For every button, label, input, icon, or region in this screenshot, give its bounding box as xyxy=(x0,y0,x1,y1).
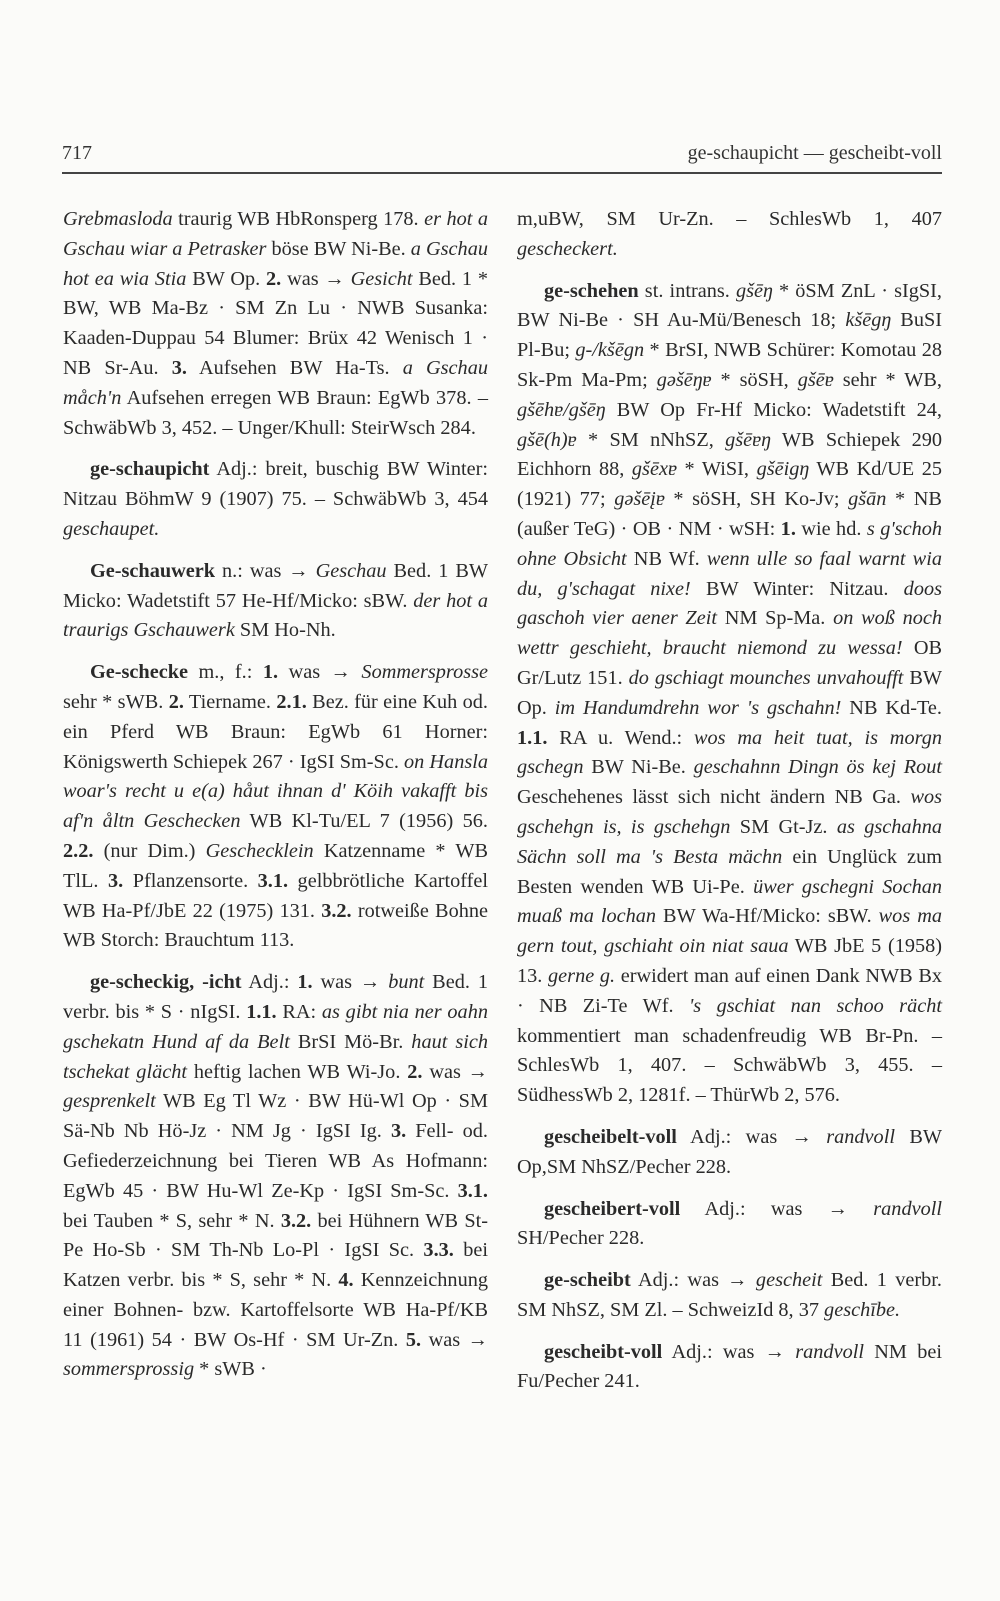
entry-text xyxy=(785,1341,795,1363)
example-text: bunt xyxy=(388,971,425,994)
dictionary-entry xyxy=(517,1266,942,1326)
example-text: gerne g. xyxy=(548,964,616,987)
sense-number: 3. xyxy=(390,1120,407,1143)
example-text: randvoll xyxy=(873,1197,942,1220)
entry-text xyxy=(812,1126,826,1148)
entry-text: bei Tauben * S, sehr * N. xyxy=(63,1209,281,1232)
dictionary-entry xyxy=(63,968,488,1385)
entry-text: Fell- od. Gefiederzeichnung bei Tieren WB As Hofmann: EgWb 45 · BW Hu-Wl Ze-Kp · IgSI Sm-Sc. xyxy=(63,1120,489,1202)
entry-text: st. intrans. xyxy=(638,279,736,302)
entry-text: m,uBW, SM Ur-Zn. – SchlesWb 1, 407 xyxy=(517,208,942,230)
entry-text: * söSH, SH Ko-Jv; xyxy=(664,488,849,511)
example-text: on woß noch wettr geschieht, braucht niemond zu wessa! xyxy=(517,607,943,660)
example-text: gesprenkelt xyxy=(63,1090,156,1113)
example-text: gescheckert. xyxy=(517,237,618,260)
example-text: 's gschiat nan schoo rächt xyxy=(688,994,942,1017)
entry-text: was xyxy=(422,1060,468,1083)
sense-number: 3.2. xyxy=(321,899,352,922)
example-text: gšān xyxy=(848,488,887,511)
sense-number: 1.1. xyxy=(246,1000,277,1023)
entry-text: Aufsehen BW Ha-Ts. xyxy=(186,356,403,379)
example-text: randvoll xyxy=(795,1340,864,1363)
example-text: Geschau xyxy=(315,559,387,582)
example-text: do gschiagt mounches unvahoufft xyxy=(628,666,904,689)
entry-text: SH/Pecher 228. xyxy=(517,1227,645,1250)
sense-number: 2. xyxy=(407,1060,423,1083)
dictionary-entry xyxy=(63,658,488,956)
cross-reference-arrow: → xyxy=(330,661,351,684)
entry-text: BW Wa-Hf/Micko: sBW. xyxy=(656,905,879,928)
entry-text: BW Op,SM NhSZ/Pecher 228. xyxy=(517,1125,942,1178)
entry-text: BW Ni-Be. xyxy=(583,756,694,779)
example-text: randvoll xyxy=(826,1125,895,1148)
entry-text: sehr * sWB. xyxy=(63,690,169,713)
entry-headword: Ge-schecke xyxy=(90,661,188,684)
example-text: Grebmasloda xyxy=(63,208,173,230)
example-text: der hot a traurigs Gschauwerk xyxy=(63,589,489,642)
entry-text: (nur Dim.) xyxy=(93,839,206,862)
example-text: geschaupet. xyxy=(63,517,160,540)
sense-number: 3.1. xyxy=(257,869,289,892)
entry-text: böse BW Ni-Be. xyxy=(266,237,411,260)
entry-text xyxy=(309,560,316,582)
example-text: a Gschau hot ea wia Stia xyxy=(63,237,488,290)
entry-text: Tiername. xyxy=(183,690,277,713)
cross-reference-arrow: → xyxy=(324,267,345,290)
entry-text: * sWB · xyxy=(194,1358,267,1381)
sense-number: 2.1. xyxy=(276,690,307,713)
cross-reference-arrow: → xyxy=(727,1269,748,1292)
entry-text: gelbbrötliche Kartoffel WB Ha-Pf/JbE 22 (1975) 131. xyxy=(63,869,488,922)
entry-text: BW Op. xyxy=(517,666,943,719)
example-text: Gesicht xyxy=(350,267,413,290)
entry-text: Kennzeichnung einer Bohnen- bzw. Kartoffelsorte WB Ha-Pf/KB 11 (1961) 54 · BW Os-Hf · SM Ur-Zn. xyxy=(63,1269,488,1351)
entry-text: * SM nNhSZ, xyxy=(576,428,726,451)
example-text: doos gaschoh vier aener Zeit xyxy=(517,577,942,630)
entry-headword: gescheibt-voll xyxy=(544,1340,663,1363)
entry-headword: gescheibelt-voll xyxy=(544,1125,677,1148)
entry-text: BuSI Pl-Bu; xyxy=(517,309,942,362)
entry-text: Adj.: was xyxy=(680,1197,828,1220)
entry-text: traurig WB HbRonsperg 178. xyxy=(172,208,425,230)
entry-text: * WiSI, xyxy=(676,458,757,481)
entry-text: Bed. 1 verbr. SM NhSZ, SM Zl. – SchweizId 8, 37 xyxy=(517,1269,942,1321)
example-text: geschībe. xyxy=(824,1298,901,1321)
entry-text: Bed. 1 verbr. bis * S · nIgSI. xyxy=(63,971,488,1023)
entry-text: BW Op. xyxy=(186,267,267,290)
example-text: gšēxɐ xyxy=(631,458,677,481)
cross-reference-arrow: → xyxy=(827,1197,848,1220)
entry-headword: gescheibert-voll xyxy=(544,1197,681,1220)
entry-text: Pflanzensorte. xyxy=(123,869,258,892)
example-text: gšēɐŋ xyxy=(725,428,771,451)
entry-text: Adj.: was xyxy=(676,1125,792,1148)
entry-text: Geschehenes lässt sich nicht ändern NB Ga. xyxy=(517,786,911,809)
entry-continuation xyxy=(517,205,942,265)
entry-text: heftig lachen WB Wi-Jo. xyxy=(187,1060,408,1083)
entry-text: WB Schiepek 290 Eichhorn 88, xyxy=(517,428,943,481)
example-text: as gibt nia ner oahn gschekatn Hund af da Belt xyxy=(63,1000,488,1053)
example-text: as gschahna Sächn soll ma 's Besta mächn xyxy=(517,815,942,868)
sense-number: 1.1. xyxy=(517,726,548,749)
entry-text: m., f.: xyxy=(188,661,263,684)
entry-text: Katzenname * WB TlL. xyxy=(63,839,488,892)
entry-text: wie hd. xyxy=(795,517,867,540)
entry-text: Bed. 1 * BW, WB Ma-Bz · SM Zn Lu · NWB Susanka: Kaaden-Duppau 54 Blumer: Brüx 42 Wenisch 1 · NB Sr-Au. xyxy=(63,267,489,379)
entry-text: NM Sp-Ma. xyxy=(716,607,834,630)
entry-text: RA u. Wend.: xyxy=(547,726,694,749)
entry-text: was xyxy=(421,1328,468,1351)
sense-number: 3. xyxy=(107,869,124,892)
example-text: gšēɐ xyxy=(797,368,834,391)
example-text: wos ma gern tout, gschiaht oin niat saua xyxy=(517,905,943,958)
entry-text: Bez. für eine Kuh od. ein Pferd WB Braun: EgWb 61 Horner: Königswerth Schiepek 267 · IgSI Sm-Sc. xyxy=(63,690,488,773)
entry-text: Adj.: was xyxy=(662,1340,765,1363)
sense-number: 3.2. xyxy=(280,1209,312,1232)
entry-text: NB Wf. xyxy=(626,547,707,570)
cross-reference-arrow: → xyxy=(764,1340,785,1363)
dictionary-entry xyxy=(63,557,488,646)
entry-text: BrSI Mö-Br. xyxy=(289,1030,412,1053)
entry-text: sehr * WB, xyxy=(833,368,942,391)
example-text: sommersprossig xyxy=(63,1358,195,1381)
entry-text: Adj.: breit, buschig BW Winter: Nitzau BöhmW 9 (1907) 75. – SchwäbWb 3, 454 xyxy=(63,458,488,511)
entry-text: was xyxy=(312,971,360,994)
entry-text: bei Hühnern WB St-Pe Ho-Sb · SM Th-Nb Lo-Pl · IgSI Sc. xyxy=(63,1209,489,1262)
entry-headword: ge-scheibt xyxy=(544,1269,631,1292)
entry-text: WB Eg Tl Wz · BW Hü-Wl Op · SM Sä-Nb Nb Hö-Jz · NM Jg · IgSI Ig. xyxy=(63,1090,488,1143)
right-column xyxy=(517,205,942,1409)
entry-text: n.: was xyxy=(215,559,289,582)
example-text: on Hansla woar's recht u e(a) håut ihnan d' Köih vakafft bis af'n åltn Geschecken xyxy=(63,750,488,833)
dictionary-entry xyxy=(63,455,488,544)
entry-text: SM Ho-Nh. xyxy=(234,619,336,642)
entry-text: BW Op Fr-Hf Micko: Wadetstift 24, xyxy=(605,398,942,421)
sense-number: 3. xyxy=(171,356,187,379)
entry-headword: ge-schehen xyxy=(544,279,639,302)
entry-headword: Ge-schauwerk xyxy=(90,559,216,582)
cross-reference-arrow: → xyxy=(467,1328,488,1351)
entry-text: kommentiert man schadenfreudig WB Br-Pn. – SchlesWb 1, 407. – SchwäbWb 3, 455. – SüdhessWb 2, 1281f. – ThürWb 2, 576. xyxy=(517,1024,942,1107)
page-number: 717 xyxy=(62,142,92,164)
entry-text xyxy=(351,661,362,683)
entry-text: Adj.: was xyxy=(630,1269,728,1292)
example-text: geschahnn Dingn ös kej Rout xyxy=(693,756,942,779)
example-text: gəšēįɐ xyxy=(614,488,665,511)
entry-text: WB Kd/UE 25 (1921) 77; xyxy=(517,458,942,511)
sense-number: 2. xyxy=(266,267,282,290)
entry-text: WB Kl-Tu/EL 7 (1956) 56. xyxy=(240,810,489,833)
left-column xyxy=(63,205,488,1397)
running-head xyxy=(62,142,942,165)
cross-reference-arrow: → xyxy=(360,971,381,994)
entry-text: BW Winter: Nitzau. xyxy=(690,577,904,600)
dictionary-entry xyxy=(517,1195,942,1255)
example-text: gšēigŋ xyxy=(756,458,810,481)
entry-text: erwidert man auf einen Dank NWB Bx · NB Zi-Te Wf. xyxy=(517,964,942,1017)
entry-text: RA: xyxy=(276,1000,322,1023)
entry-text: OB Gr/Lutz 151. xyxy=(517,637,942,689)
entry-text: ein Unglück zum Besten wenden WB Ui-Pe. xyxy=(517,845,942,898)
entry-text: was xyxy=(281,267,325,290)
example-text: a Gschau måch'n xyxy=(63,356,488,409)
entry-text: bei Katzen verbr. bis * S, sehr * N. xyxy=(63,1239,488,1292)
entry-text: * BrSI, NWB Schürer: Komotau 28 Sk-Pm Ma-Pm; xyxy=(517,339,942,391)
entry-text xyxy=(748,1269,756,1291)
example-text: g-/kšēgn xyxy=(575,339,645,362)
running-title: ge-schaupicht — gescheibt-voll xyxy=(687,142,942,164)
entry-text: rotweiße Bohne WB Storch: Brauchtum 113. xyxy=(63,899,489,952)
sense-number: 2.2. xyxy=(63,839,94,862)
entry-text xyxy=(380,971,388,993)
example-text: gšēŋ xyxy=(735,279,773,302)
cross-reference-arrow: → xyxy=(288,559,309,582)
example-text: wenn ulle so faal warnt wia du, g'schagat nixe! xyxy=(517,547,942,600)
entry-text: Aufsehen erregen WB Braun: EgWb 378. – SchwäbWb 3, 452. – Unger/Khull: SteirWsch 284. xyxy=(63,386,488,439)
cross-reference-arrow: → xyxy=(467,1060,488,1083)
sense-number: 3.1. xyxy=(457,1179,488,1202)
example-text: haut sich tschekat glächt xyxy=(63,1030,489,1083)
cross-reference-arrow: → xyxy=(791,1125,812,1148)
sense-number: 3.3. xyxy=(423,1239,454,1262)
entry-headword: ge-schaupicht xyxy=(90,458,210,481)
example-text: kšēgŋ xyxy=(845,309,892,332)
sense-number: 1. xyxy=(780,517,796,540)
entry-text: * söSH, xyxy=(711,368,798,391)
example-text: im Handumdrehn wor 's gschahn! xyxy=(554,696,842,719)
example-text: s g'schoh ohne Obsicht xyxy=(517,517,942,570)
sense-number: 1. xyxy=(262,661,279,684)
example-text: gəšēŋɐ xyxy=(656,368,712,391)
sense-number: 4. xyxy=(338,1269,354,1292)
example-text: gšēhɐ/gšēŋ xyxy=(517,398,606,421)
entry-headword: ge-scheckig, -icht xyxy=(90,971,242,994)
dictionary-entry xyxy=(517,277,942,1111)
entry-text: Bed. 1 BW Micko: Wadetstift 57 He-Hf/Micko: sBW. xyxy=(63,559,488,612)
example-text: Geschecklein xyxy=(205,839,314,862)
entry-text: Adj.: xyxy=(241,971,298,994)
example-text: üwer gschegni Sochan muaß ma lochan xyxy=(517,875,942,928)
entry-text: NM bei Fu/Pecher 241. xyxy=(517,1340,942,1393)
sense-number: 1. xyxy=(297,971,313,994)
example-text: wos gschehgn is, is gschehgn xyxy=(517,786,942,838)
example-text: wos ma heit tuat, is morgn gschegn xyxy=(517,726,943,779)
entry-text xyxy=(848,1198,873,1220)
dictionary-entry xyxy=(517,1123,942,1183)
sense-number: 2. xyxy=(168,690,184,713)
example-text: Sommersprosse xyxy=(361,661,488,684)
entry-text: WB JbE 5 (1958) 13. xyxy=(517,935,943,987)
entry-text: * NB (außer TeG) · OB · NM · wSH: xyxy=(517,488,942,540)
entry-continuation xyxy=(63,205,488,443)
entry-text: was xyxy=(278,661,331,684)
example-text: gescheit xyxy=(755,1269,823,1292)
entry-text: * öSM ZnL · sIgSI, BW Ni-Be · SH Au-Mü/Benesch 18; xyxy=(517,279,942,332)
example-text: er hot a Gschau wiar a Petrasker xyxy=(63,208,489,260)
entry-text: NB Kd-Te. xyxy=(841,696,942,719)
example-text: gšē(h)ɐ xyxy=(517,428,577,451)
entry-text: SM Gt-Jz. xyxy=(730,815,837,838)
header-rule xyxy=(62,172,942,174)
dictionary-entry xyxy=(517,1338,942,1398)
sense-number: 5. xyxy=(405,1328,422,1351)
